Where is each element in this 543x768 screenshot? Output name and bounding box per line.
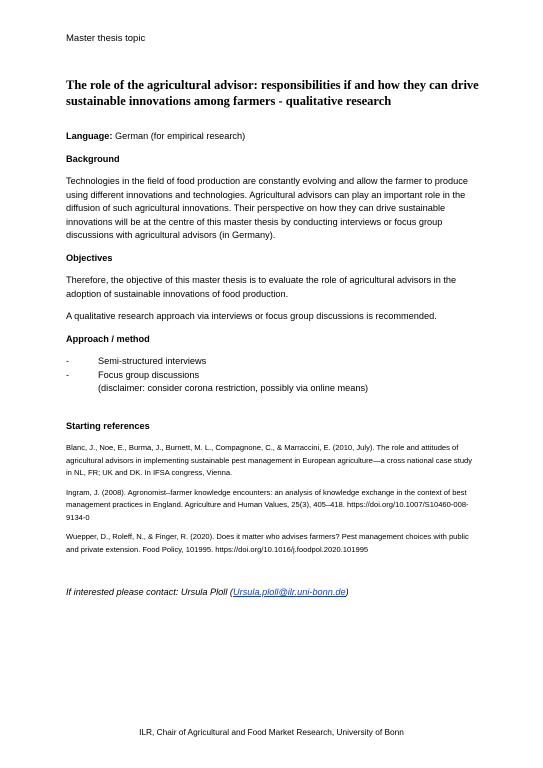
list-item-subtext: (disclaimer: consider corona restriction, possibly via online means) — [98, 383, 369, 393]
header-note: Master thesis topic — [66, 33, 146, 44]
list-item-text: Semi-structured interviews — [98, 356, 207, 366]
list-item — [66, 355, 480, 369]
background-text: Technologies in the field of food production are constantly evolving and allow the farmer to produce using different innovations and technologies. Agricultural advisors can play an important role in the diffusion of such agricultural innovations. Their perspective on how they can drive sustainable innovations will be at the centre of this master thesis by conducting interviews or focus group discussions with agricultural advisors (in Germany). — [66, 176, 468, 240]
contact-line — [66, 586, 480, 600]
approach-list — [66, 355, 480, 396]
background-heading: Background — [66, 153, 120, 164]
list-item — [66, 369, 480, 396]
objectives-heading: Objectives — [66, 252, 113, 263]
page-footer: ILR, Chair of Agricultural and Food Market Research, University of Bonn — [139, 727, 404, 737]
language-value: German (for empirical research) — [112, 131, 246, 141]
references-heading: Starting references — [66, 420, 150, 431]
document-body — [66, 130, 480, 600]
list-item-text: Focus group discussions — [98, 369, 200, 380]
contact-email-link[interactable]: Ursula.ploll@ilr.uni-bonn.de — [233, 587, 346, 597]
dash-bullet: - — [66, 369, 70, 380]
language-label: Language: — [66, 131, 113, 141]
reference-item: Blanc, J., Noe, E., Burma, J., Burnett, M. L., Compagnone, C., & Marraccini, E. (2010, July). The role and attitudes of agricultural advisors in implementing sustainable pest management in European agriculture—a cross national case study in NL, FR; UK and DK. In IFSA congress, Vienna. — [66, 443, 473, 477]
approach-heading: Approach / method — [66, 333, 150, 344]
contact-prefix: If interested please contact: Ursula Ploll ( — [66, 587, 233, 597]
reference-item: Ingram, J. (2008). Agronomist–farmer knowledge encounters: an analysis of knowledge exchange in the context of best management practices in England. Agriculture and Human Values, 25(3), 405–418. https://doi.org/10.1007/S10460-008-9134-0 — [66, 487, 469, 522]
contact-suffix: ) — [345, 587, 349, 597]
reference-item: Wuepper, D., Roleff, N., & Finger, R. (2020). Does it matter who advises farmers? Pest management choices with public and private extension. Food Policy, 101995. https://doi.org/10.1016/j.foodpol.2020.101995 — [66, 532, 469, 554]
language-line — [66, 130, 480, 144]
objectives-text-2: A qualitative research approach via interviews or focus group discussions is recommended. — [66, 311, 437, 321]
references-list — [66, 442, 480, 556]
document-title: The role of the agricultural advisor: responsibilities if and how they can drive sustainable innovations among farmers - qualitative research — [66, 78, 479, 108]
dash-bullet: - — [66, 356, 70, 366]
objectives-text-1: Therefore, the objective of this master thesis is to evaluate the role of agricultural advisors in the adoption of sustainable innovations of food production. — [66, 275, 457, 299]
